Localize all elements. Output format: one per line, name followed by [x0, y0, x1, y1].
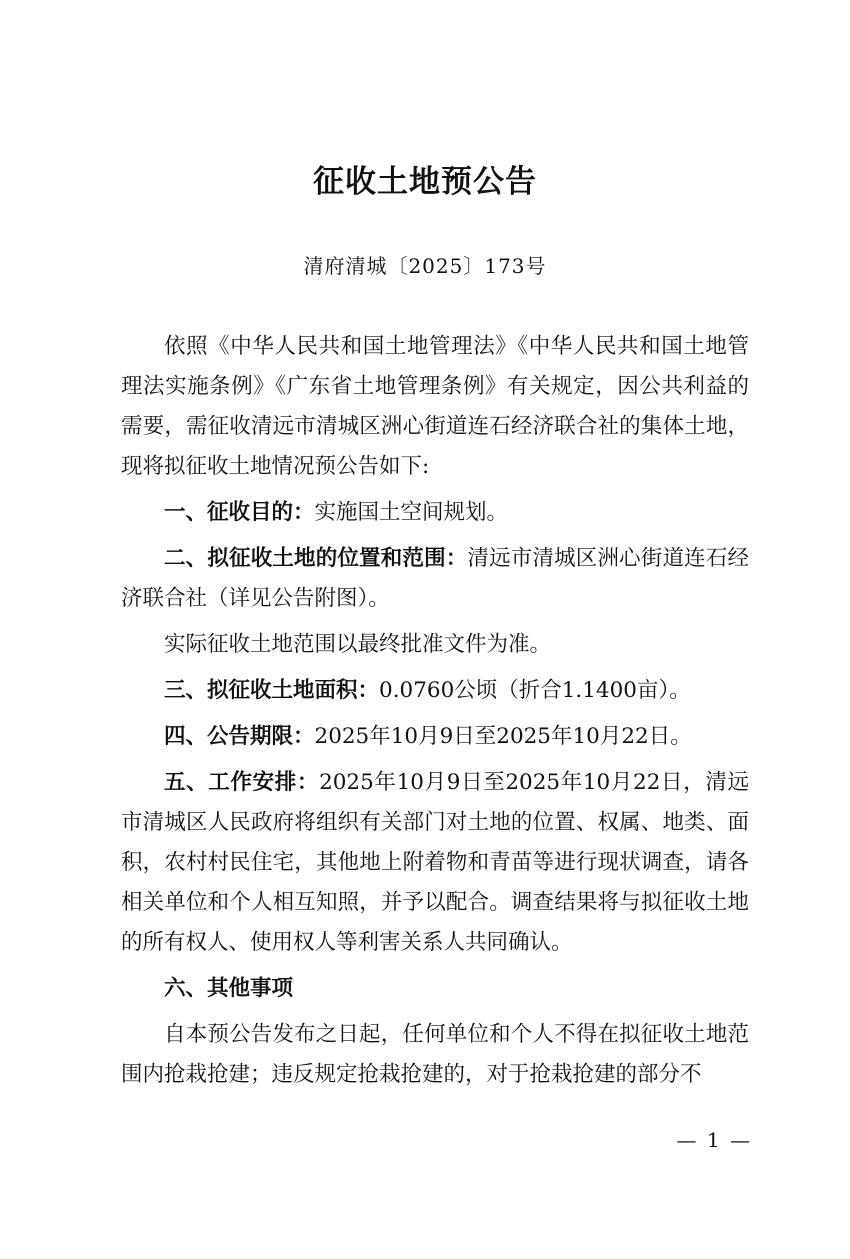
section-text: 2025年10月9日至2025年10月22日。: [314, 724, 692, 749]
document-number: 清府清城〔2025〕173号: [303, 254, 547, 278]
section-area: [121, 671, 749, 711]
section-heading: 六、其他事项: [164, 976, 294, 1001]
section-text: 自本预公告发布之日起，任何单位和个人不得在拟征收土地范围内抢栽抢建；违反规定抢栽抢建的，对于抢栽抢建的部分不: [121, 1022, 749, 1087]
section-heading: 三、拟征收土地面积：: [164, 678, 380, 703]
section-scope-note: [121, 625, 749, 665]
section-arrangement: [121, 763, 749, 963]
section-text: 实施国土空间规划。: [314, 500, 509, 525]
section-text: 清远市清城区洲心街道连石经济联合社（详见公告附图）。: [121, 546, 749, 611]
section-period: [121, 717, 749, 757]
document-title: 征收土地预公告: [313, 164, 537, 200]
intro-paragraph: 依照《中华人民共和国土地管理法》《中华人民共和国土地管理法实施条例》《广东省土地管理条例》有关规定，因公共利益的需要，需征收清远市清城区洲心街道连石经济联合社的集体土地，现将拟征收土地情况预公告如下:: [121, 334, 749, 479]
page-number: — 1 —: [676, 1128, 752, 1152]
section-heading: 二、拟征收土地的位置和范围：: [164, 546, 468, 571]
section-heading: 五、工作安排：: [164, 770, 320, 795]
section-heading: 一、征收目的：: [164, 500, 315, 525]
section-text: 0.0760公顷（折合1.1400亩）。: [379, 678, 691, 703]
section-purpose: [121, 493, 749, 533]
section-location: [121, 539, 749, 619]
section-heading: 四、公告期限：: [164, 724, 315, 749]
section-other-text: [121, 1015, 749, 1095]
section-text: 2025年10月9日至2025年10月22日，清远市清城区人民政府将组织有关部门对土地的位置、权属、地类、面积，农村村民住宅，其他地上附着物和青苗等进行现状调查，请各相关单位和个人相互知照，并予以配合。调查结果将与拟征收土地的所有权人、使用权人等利害关系人共同确认。: [121, 770, 749, 955]
section-other: [121, 969, 749, 1009]
section-text: 实际征收土地范围以最终批准文件为准。: [164, 632, 552, 657]
document-body: [121, 327, 749, 1101]
